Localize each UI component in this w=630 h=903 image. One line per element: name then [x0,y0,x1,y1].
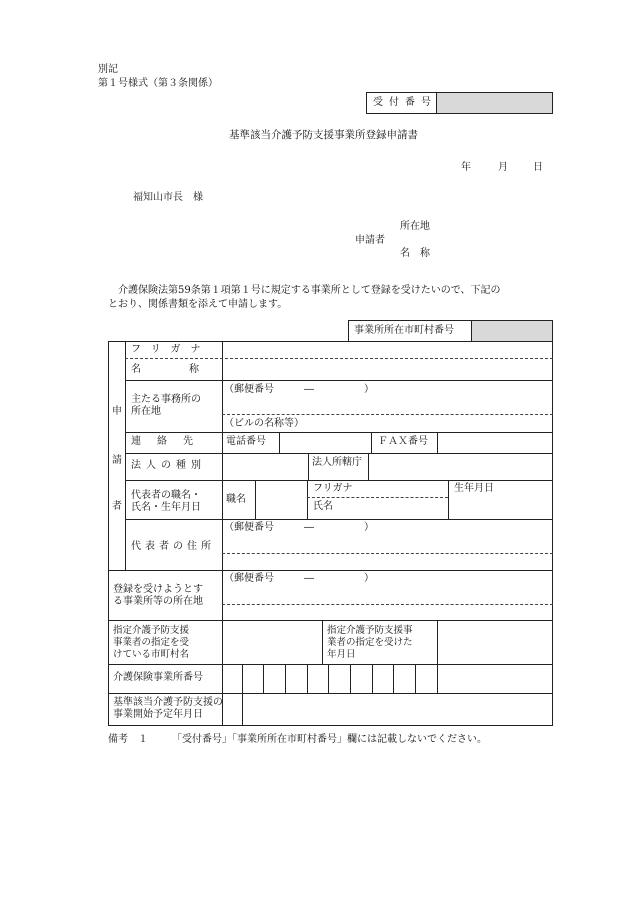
main-office-building: （ビルの名称等） [224,418,304,429]
designated-date-label-2: 業者の指定を受けた [327,637,413,648]
insurance-no-field[interactable] [224,666,435,691]
office-location-postal: （郵便番号 ― ） [224,573,374,584]
main-office-label-1: 主たる事務所の [131,394,201,405]
reception-number-field[interactable] [436,93,552,113]
corp-type-label: 法人の種別 [131,460,206,471]
start-date-field[interactable] [244,695,550,723]
office-location-label-2: る事業所等の所在地 [113,596,203,607]
phone-field[interactable] [281,434,369,452]
date-month: 月 [498,162,508,173]
rep-name-label: 氏名 [313,501,333,512]
rep-address-field[interactable] [224,536,550,551]
rep-info-label-2: 氏名・生年月日 [131,502,201,513]
applicant-label: 申請者 [355,235,385,246]
insurance-no-label: 介護保険事業所番号 [113,672,203,683]
furigana-label: フリガナ [131,344,211,355]
intro-line-2: とおり、関係書類を添えて申請します。 [108,299,288,310]
designated-date-field[interactable] [439,622,551,662]
rep-furigana-label: フリガナ [313,483,353,494]
addressee: 福知山市長 様 [133,192,203,203]
name-label: 名称 [131,364,247,375]
reception-number-label: 受付番号 [373,97,437,108]
name-field[interactable] [224,360,550,380]
form-number: 第１号様式（第３条関係） [98,78,218,89]
applicant-name-label: 名 称 [400,248,430,259]
applicant-side-1: 申 [112,406,122,417]
start-date-label-1: 基準該当介護予防支援の [113,697,223,708]
municipality-number-label: 事業所所在市町村番号 [354,325,454,336]
fax-label: ＦＡＸ番号 [378,436,428,447]
document-title: 基準該当介護予防支援事業所登録申請書 [229,129,418,141]
office-location-label-1: 登録を受けようとす [113,584,203,595]
furigana-field[interactable] [224,343,550,357]
phone-label: 電話番号 [226,436,266,447]
note-text: 「受付番号」「事業所所在市町村番号」欄には記載しないでください。 [172,734,487,745]
applicant-side-2: 請 [112,455,122,466]
fax-field[interactable] [439,434,551,452]
intro-line-1: 介護保険法第59条第１項第１号に規定する事業所として登録を受けたいので、下記の [118,285,501,296]
rep-info-label-1: 代表者の職名・ [131,490,201,501]
date-day: 日 [533,162,543,173]
designated-date-label-3: 年月日 [327,649,356,660]
designated-muni-field[interactable] [224,622,320,662]
note-label: 備考 １ [108,734,148,745]
designated-date-label-1: 指定介護予防支援事 [327,625,413,636]
birth-label: 生年月日 [454,483,494,494]
corp-type-field[interactable] [224,455,306,479]
main-office-label-2: 所在地 [131,406,161,417]
corp-authority-label: 法人所轄庁 [312,457,362,468]
corp-authority-field[interactable] [370,455,550,479]
designated-muni-label-1: 指定介護予防支援 [113,625,190,636]
date-year: 年 [461,162,471,173]
designated-muni-label-2: 事業者の指定を受 [113,637,190,648]
start-date-label-2: 事業開始予定年月日 [113,709,203,720]
applicant-address-label: 所在地 [400,221,430,232]
job-title-field[interactable] [257,482,305,517]
job-title-label: 職名 [226,494,246,505]
bekki-label: 別記 [98,64,118,75]
rep-address-label: 代表者の住所 [131,541,215,552]
main-office-postal: （郵便番号 ― ） [224,384,374,395]
office-location-field[interactable] [224,606,550,618]
rep-address-postal: （郵便番号 ― ） [224,522,374,533]
contact-label: 連絡先 [131,436,209,447]
designated-muni-label-3: けている市町村名 [113,649,190,660]
municipality-number-field[interactable] [471,321,552,341]
applicant-side-3: 者 [112,501,122,512]
